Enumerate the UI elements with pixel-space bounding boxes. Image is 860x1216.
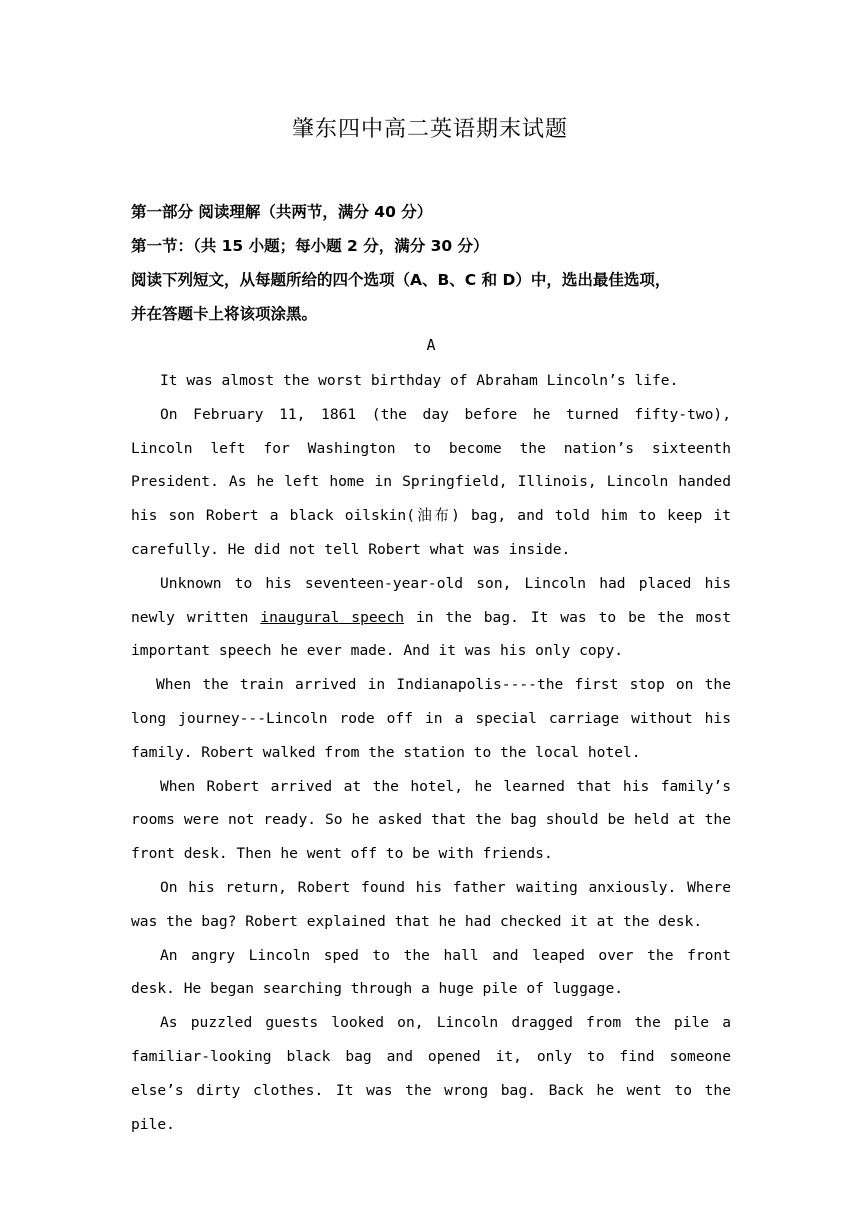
paragraph-3-start: Unknown to his seventeen-year-old son, Lincoln had placed his newly written [131,574,731,626]
passage-label: A [426,336,436,354]
paragraph-3 [131,567,731,668]
paragraph-6: On his return, Robert found his father waiting anxiously. Where was the bag? Robert explained that he had checked it at the desk. [131,878,731,930]
part-heading: 第一部分 阅读理解（共两节，满分 40 分） [131,203,433,221]
paragraph-4: When the train arrived in Indianapolis----the first stop on the long journey---Lincoln rode off in a special carriage without his family. Robert walked from the station to the local hotel. [131,676,731,761]
paragraph-5: When Robert arrived at the hotel, he learned that his family’s rooms were not ready. So he asked that the bag should be held at the front desk. Then he went off to be with friends. [131,777,731,863]
exam-title: 肇东四中高二英语期末试题 [291,117,568,142]
paragraph-1: It was almost the worst birthday of Abraham Lincoln’s life. [160,372,679,389]
paragraph-7: An angry Lincoln sped to the hall and leaped over the front desk. He began searching through a huge pile of luggage. [131,946,731,998]
instruction-line-1: 阅读下列短文，从每题所给的四个选项（A、B、C 和 D）中，选出最佳选项， [131,271,671,289]
paragraph-8: As puzzled guests looked on, Lincoln dragged from the pile a familiar-looking black bag and opened it, only to find someone else’s dirty clothes. It was the wrong bag. Back he went to the pile. [131,1014,731,1133]
instruction-line-2: 并在答题卡上将该项涂黑。 [131,305,318,323]
section-heading: 第一节：（共 15 小题；每小题 2 分，满分 30 分） [131,237,489,255]
underlined-term: inaugural speech [260,608,405,626]
passage-body [131,364,731,1141]
paragraph-3-end: in the bag. It was to be the most important speech he ever made. And it was his only copy. [131,608,731,660]
paragraph-2: On February 11, 1861 (the day before he turned fifty-two), Lincoln left for Washington to become the nation’s sixteenth President. As he left home in Springfield, Illinois, Lincoln handed his son Robert a black oilskin(油布) bag, and told him to keep it carefully. He did not tell Robert what was inside. [131,405,731,558]
